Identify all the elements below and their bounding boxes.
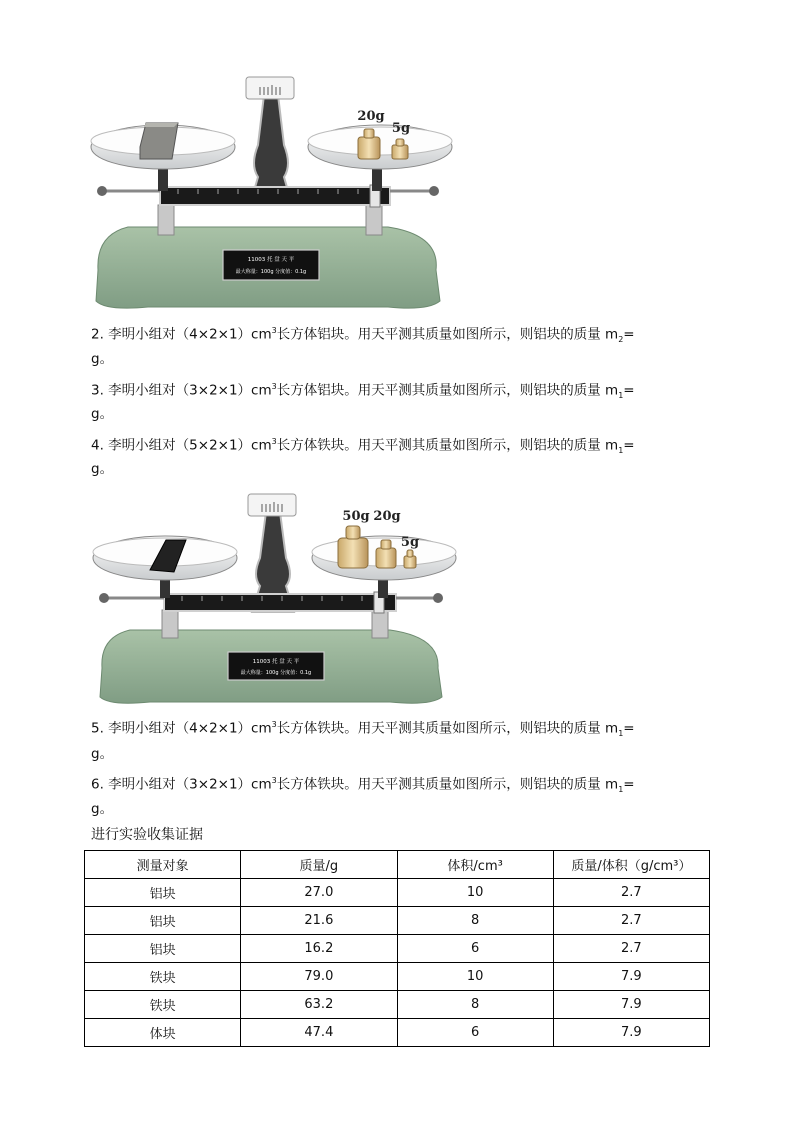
weight-label-50g: 50g — [342, 509, 370, 524]
balance-beam — [164, 594, 396, 611]
table-row — [85, 935, 710, 963]
question-5-unit: g。 — [91, 746, 114, 762]
cell-mass: 47.4 — [241, 1019, 397, 1047]
plate-line-1: 11003 托 盘 天 平 — [247, 257, 295, 263]
plate-line-1: 11003 托 盘 天 平 — [252, 659, 300, 665]
scale-dial — [248, 494, 296, 516]
table-row — [85, 991, 710, 1019]
balance-figure-2 — [90, 492, 462, 710]
question-3: 3. 李明小组对$(3\times 2\times 1)cm^3$长方体铝块。用天平测其质量如图所示，则铝块的质量 $m_1=$ — [91, 382, 635, 401]
plate-line-2: 最大称量：100g 分度值：0.1g — [240, 670, 312, 676]
question-2-unit: g。 — [91, 351, 114, 367]
question-4: 4. 李明小组对$(5\times 2\times 1)cm^3$长方体铁块。用天平测其质量如图所示，则铝块的质量 $m_1=$ — [91, 437, 635, 456]
table-row — [85, 879, 710, 907]
cell-volume: 10 — [397, 963, 553, 991]
table-header-row — [85, 851, 710, 879]
cell-ratio: 2.7 — [553, 935, 709, 963]
section-title: 进行实验收集证据 — [91, 827, 203, 843]
question-3-unit: g。 — [91, 406, 114, 422]
table-row — [85, 907, 710, 935]
cell-ratio: 7.9 — [553, 963, 709, 991]
base-label-plate — [223, 250, 319, 280]
cell-ratio: 7.9 — [553, 1019, 709, 1047]
weight-label-5g: 5g — [400, 535, 420, 550]
cell-mass: 16.2 — [241, 935, 397, 963]
weight-label-20g: 20g — [373, 509, 401, 524]
table-row — [85, 1019, 710, 1047]
cell-ratio: 2.7 — [553, 907, 709, 935]
cell-mass: 63.2 — [241, 991, 397, 1019]
cell-volume: 10 — [397, 879, 553, 907]
weight-label-5g: 5g — [391, 121, 411, 136]
cell-object: 铝块 — [85, 879, 241, 907]
cell-ratio: 7.9 — [553, 991, 709, 1019]
cell-object: 体块 — [85, 1019, 241, 1047]
cell-mass: 79.0 — [241, 963, 397, 991]
question-6-unit: g。 — [91, 801, 114, 817]
balance-beam — [160, 187, 390, 205]
cell-volume: 8 — [397, 991, 553, 1019]
header-object: 测量对象 — [85, 851, 241, 879]
header-mass: 质量/g — [241, 851, 397, 879]
scale-dial — [246, 77, 294, 99]
weight-label-20g: 20g — [357, 109, 385, 124]
header-ratio: 质量/体积（g/cm³） — [553, 851, 709, 879]
question-4-unit: g。 — [91, 461, 114, 477]
question-6: 6. 李明小组对$(3\times 2\times 1)cm^3$长方体铁块。用天平测其质量如图所示，则铝块的质量 $m_1=$ — [91, 776, 635, 795]
plate-line-2: 最大称量：100g 分度值：0.1g — [235, 269, 307, 275]
question-2: 2. 李明小组对$(4\times 2\times 1)cm^3$长方体铝块。用天平测其质量如图所示，则铝块的质量 $m_2=$ — [91, 326, 635, 345]
cell-volume: 6 — [397, 935, 553, 963]
cell-ratio: 2.7 — [553, 879, 709, 907]
cell-volume: 8 — [397, 907, 553, 935]
header-volume: 体积/cm³ — [397, 851, 553, 879]
cell-object: 铁块 — [85, 963, 241, 991]
cell-mass: 21.6 — [241, 907, 397, 935]
question-5: 5. 李明小组对$(4\times 2\times 1)cm^3$长方体铁块。用天平测其质量如图所示，则铝块的质量 $m_1=$ — [91, 720, 635, 739]
cell-object: 铝块 — [85, 935, 241, 963]
table-row — [85, 963, 710, 991]
aluminum-block — [140, 123, 178, 159]
cell-mass: 27.0 — [241, 879, 397, 907]
balance-figure-1 — [88, 75, 460, 315]
weight-50g — [338, 509, 370, 568]
data-table — [84, 850, 710, 1047]
cell-object: 铁块 — [85, 991, 241, 1019]
cell-volume: 6 — [397, 1019, 553, 1047]
cell-object: 铝块 — [85, 907, 241, 935]
